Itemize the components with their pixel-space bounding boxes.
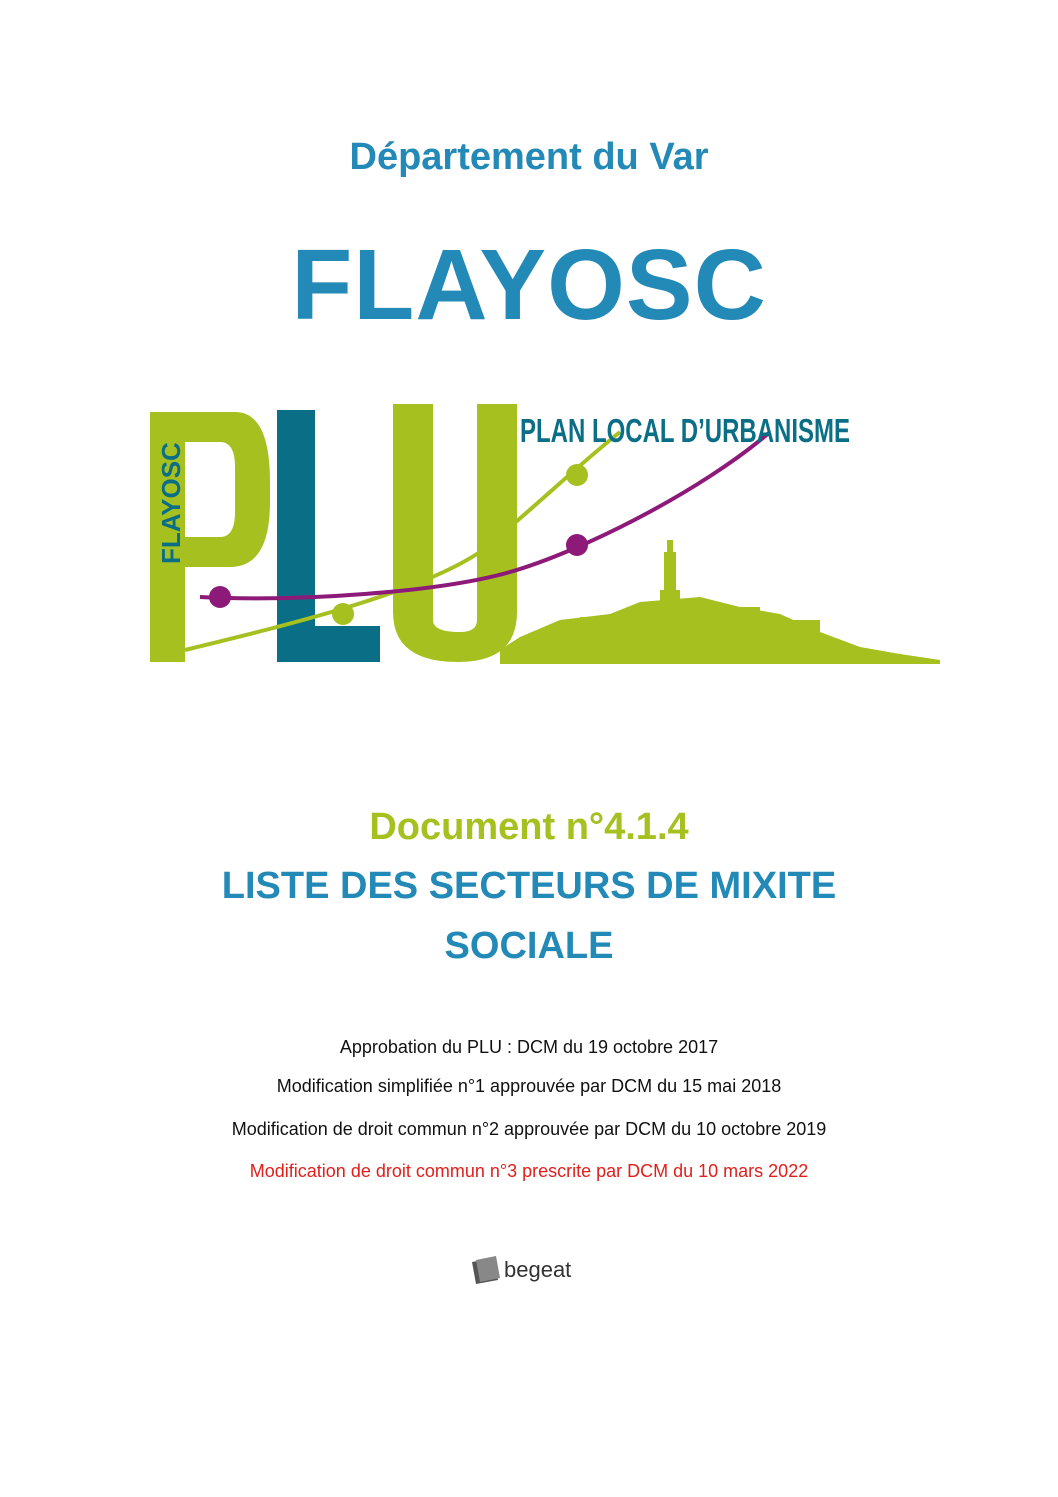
history-modification-3: Modification de droit commun n°3 prescrite par DCM du 10 mars 2022 (249, 1161, 809, 1181)
purple-dot-1 (209, 586, 231, 608)
begeat-logo (468, 1250, 598, 1290)
history-approval: Approbation du PLU : DCM du 19 octobre 2017 (339, 1037, 719, 1057)
document-title-line-1: LISTE DES SECTEURS DE MIXITE (221, 865, 837, 907)
logo-subtitle: PLAN LOCAL D’URBANISME (520, 412, 850, 449)
begeat-book-icon (472, 1256, 500, 1284)
plu-logo (140, 392, 960, 682)
green-dot-1 (332, 603, 354, 625)
document-title-line-2: SOCIALE (444, 925, 614, 967)
logo-letter-u (393, 404, 517, 662)
commune-title: FLAYOSC (291, 229, 767, 341)
begeat-wordmark: begeat (504, 1257, 572, 1282)
document-number: Document n°4.1.4 (369, 806, 689, 848)
department-heading: Département du Var (349, 136, 709, 178)
green-dot-2 (566, 464, 588, 486)
logo-vertical-label: FLAYOSC (156, 442, 186, 564)
purple-dot-2 (566, 534, 588, 556)
history-modification-1: Modification simplifiée n°1 approuvée par DCM du 15 mai 2018 (276, 1076, 782, 1096)
village-silhouette (500, 540, 940, 664)
history-modification-2: Modification de droit commun n°2 approuvée par DCM du 10 octobre 2019 (231, 1119, 827, 1139)
